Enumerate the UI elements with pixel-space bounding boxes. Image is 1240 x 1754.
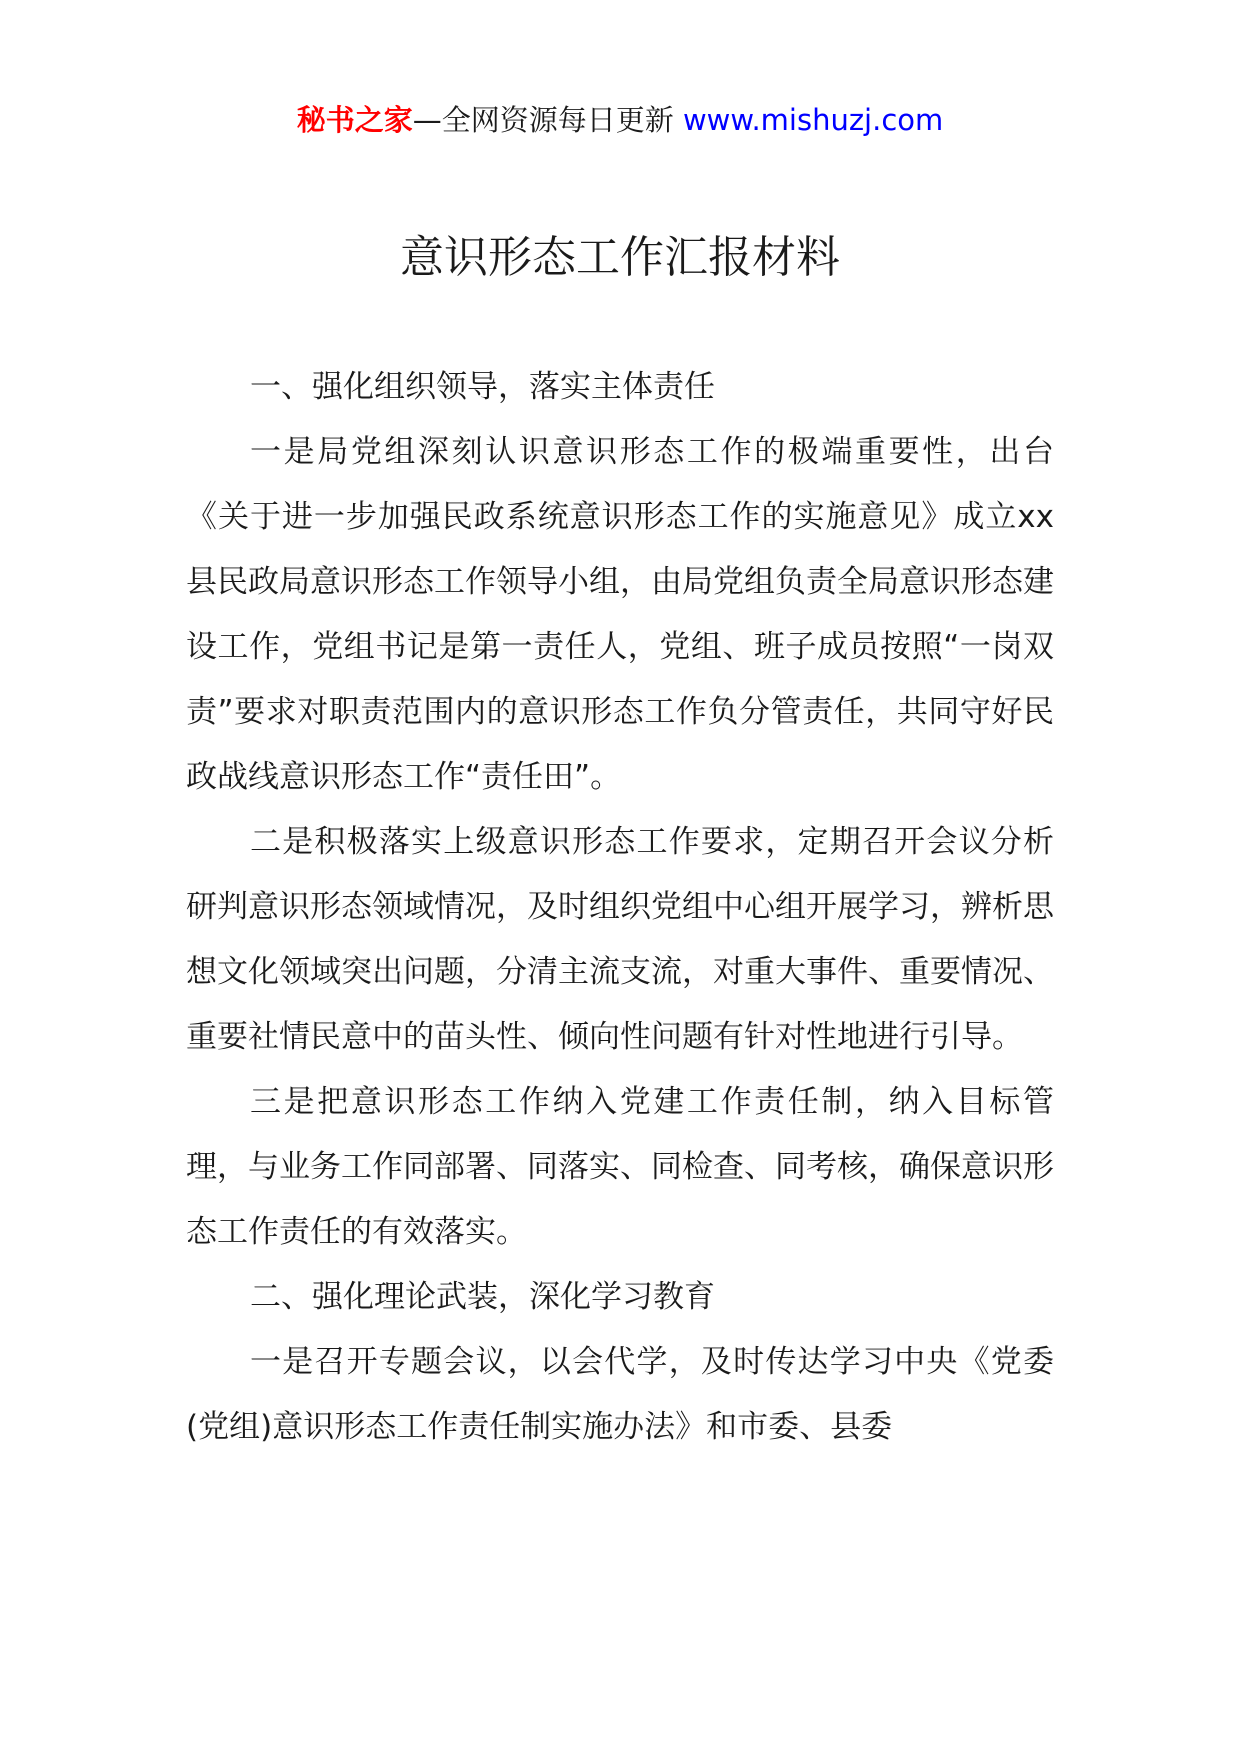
paragraph-1-2: 二是积极落实上级意识形态工作要求，定期召开会议分析研判意识形态领域情况，及时组织党组中心组开展学习，辨析思想文化领域突出问题，分清主流支流，对重大事件、重要情况、重要社情民意中的苗头性、倾向性问题有针对性地进行引导。 <box>186 824 1054 1055</box>
header-slogan: —全网资源每日更新 <box>412 103 683 137</box>
brand-name: 秘书之家 <box>296 103 413 137</box>
section-heading-1: 一、强化组织领导，落实主体责任 <box>250 369 715 405</box>
document-title: 意识形态工作汇报材料 <box>400 232 840 283</box>
site-header-banner <box>0 100 1240 140</box>
document-body <box>186 355 1054 1460</box>
paragraph-1-1: 一是局党组深刻认识意识形态工作的极端重要性，出台《关于进一步加强民政系统意识形态工作的实施意见》成立xx县民政局意识形态工作领导小组，由局党组负责全局意识形态建设工作，党组书记是第一责任人，党组、班子成员按照“一岗双责”要求对职责范围内的意识形态工作负分管责任，共同守好民政战线意识形态工作“责任田”。 <box>186 434 1054 795</box>
paragraph-1-3: 三是把意识形态工作纳入党建工作责任制，纳入目标管理，与业务工作同部署、同落实、同检查、同考核，确保意识形态工作责任的有效落实。 <box>186 1084 1054 1250</box>
paragraph-2-1: 一是召开专题会议，以会代学，及时传达学习中央《党委(党组)意识形态工作责任制实施办法》和市委、县委 <box>186 1344 1054 1445</box>
site-url-link[interactable]: www.mishuzj.com <box>682 103 944 137</box>
section-heading-2: 二、强化理论武装，深化学习教育 <box>250 1279 715 1315</box>
